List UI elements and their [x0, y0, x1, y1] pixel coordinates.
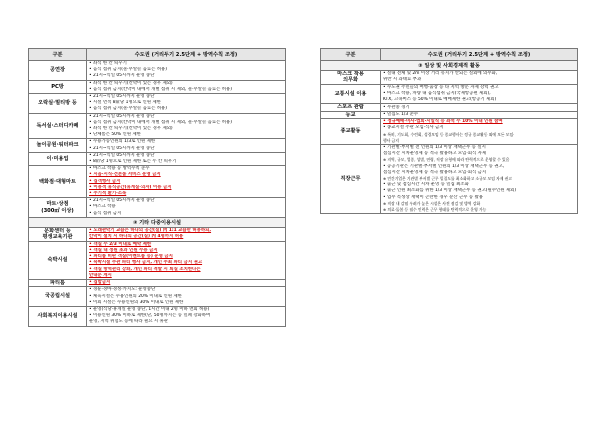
measures-cell: [87, 94, 286, 114]
right-section-row: [321, 61, 578, 71]
table-row: [321, 84, 578, 104]
measures-cell: [87, 139, 286, 152]
measures-cell: [87, 113, 286, 139]
measure-line: • 운영(식당·휴게실 운영 중단, 1시간 이내 2명 이하 면회 허용): [89, 306, 210, 312]
measure-line: ※ 지역, 규모, 업종, 성별, 연령, 직장 유형에 따라 탄력적으로 운영할 수 있음: [383, 157, 510, 163]
measure-line: • 객실 수 2/3 이내로 예약 제한: [89, 241, 152, 247]
measures-cell: [87, 152, 286, 165]
measure-line: • 마스크 착용, 차량 내 음식섭취 금지(국제항공편 제외),: [383, 91, 491, 97]
measure-line: • 노래관악기 교습은 하나의 공간(실) 內 1:1 교습만 허용하되,: [89, 228, 212, 234]
measure-line: • 21시~익일 05시까지 운영 중단: [89, 152, 155, 158]
measure-line: • 시설 면적 8㎡당 1명으로 인원 제한: [89, 100, 161, 106]
measure-line: • 밀집도 1/3 준수: [383, 111, 419, 117]
category-cell: 백화점·대형마트: [29, 166, 87, 198]
left-measures-table: [28, 48, 286, 327]
category-cell: 스포츠 관람: [321, 104, 381, 111]
category-cell: 놀이공원·워터파크: [29, 139, 87, 152]
measure-line: ※ 의료·돌봄 등 필수 인력은 근무 형태를 탄력적으로 운영 가능: [383, 207, 487, 213]
left-header-category: 구분: [29, 49, 87, 61]
measures-cell: [87, 241, 286, 279]
category-cell: 오락실·멀티방 등: [29, 94, 87, 114]
measure-line: • 체육시설은 수용인원의 20% 이내로 인원 제한: [89, 293, 182, 299]
measure-line: • 기관별·부서별 전 인원의 1/3 이상 재택근무 등 실시: [383, 145, 486, 151]
measures-cell: [87, 279, 286, 286]
category-cell: 공연장: [29, 61, 87, 81]
table-row: [321, 71, 578, 85]
measure-line: • 음식 섭취 금지(칸막이 내에서 개별 섭취 시 제외, 물·무알콜 음료는 허용): [89, 86, 232, 92]
measures-cell: [87, 287, 286, 307]
measure-line: KTX, 고속버스 등 50% 이내로 예매제한 권고(항공기 제외): [383, 97, 497, 103]
measure-line: • 21시~익일 05시까지 운영 중단: [89, 145, 155, 151]
measure-line: • 종교시설 주관 모임·식사 금지: [383, 125, 444, 131]
measures-cell: [381, 145, 578, 214]
measures-cell: [87, 80, 286, 93]
category-cell: 국공립시설: [29, 287, 87, 307]
measure-line: • 경륜·경마·경정·카지노: 운영중단: [89, 287, 156, 293]
measures-cell: [381, 84, 578, 104]
category-cell: PC방: [29, 80, 87, 93]
measure-line: 안내문 게시: [89, 272, 112, 278]
measure-line: • 이용객 휴식공간(휴게실·의자) 이용 금지: [89, 184, 172, 190]
measure-line: • 집합금지: [89, 280, 111, 285]
category-cell: 종교활동: [321, 119, 381, 145]
measures-cell: [87, 61, 286, 81]
left-facility-rows: [29, 61, 286, 218]
measure-line: • 21시~익일 05시까지 운영 중단: [89, 73, 155, 79]
measure-line: ※ 민간기업은 기관별 부서별 근무 밀집도를 최소화하고 소규모 모임 자제 권고: [383, 176, 512, 182]
right-measures-table: [320, 48, 578, 214]
table-row: [29, 61, 286, 81]
left-header-measures: 수도권 (거리두기 2.5단계 + 방역수칙 조정): [87, 49, 286, 61]
measure-line: • 정규예배·미사·법회·시일식 등 좌석 수 10% 이내 인원 참여: [383, 119, 503, 125]
right-header-category: 구분: [321, 49, 381, 61]
category-cell: 등교: [321, 111, 381, 118]
measure-line: • 21시~익일 05시까지 운영 중단: [89, 198, 155, 204]
measure-line: • 숙박시설 주관 파티 행사 금지, 개인 주최 파티 금지 권고: [89, 260, 203, 266]
table-row: [29, 166, 286, 198]
right-header-measures: 수도권 (거리두기 2.5단계 + 방역수칙 조정): [381, 49, 578, 61]
measure-line: 운영, 지역 위험도 등에 따라 필요 시 휴관: [89, 319, 169, 325]
right-activity-rows: [321, 71, 578, 214]
measure-line: • 객실 방역관리 강화, 개인 파티 적발 시 퇴실 조치한다는: [89, 266, 201, 272]
measure-line: 점심시간 시차운영제 등 적극 활용하고 모임·회식 자제: [383, 151, 487, 157]
category-cell: 파티룸: [29, 279, 87, 286]
category-cell: 마트·상점 (300㎡ 이상): [29, 198, 87, 218]
measure-line: • 21시~익일 05시까지 운영 중단: [89, 113, 155, 119]
table-row: [29, 113, 286, 139]
left-header-row: [29, 49, 286, 61]
table-row: [29, 241, 286, 279]
measure-line: • 음식 섭취 금지: [89, 210, 122, 216]
measure-line: • 마스크 착용: [89, 204, 116, 210]
measure-line: ※ 직장 내 감염 우려가 높은 시설은 사전 점검 및 방역 강화: [383, 200, 481, 206]
measure-line: • 좌석 한 칸 띄우기: [89, 61, 127, 66]
category-cell: 숙박시설: [29, 241, 87, 279]
table-row: [29, 94, 286, 114]
category-cell: 이·미용업: [29, 152, 87, 165]
measure-line: • 수용가능인원의 1/3로 인원 제한: [89, 139, 156, 145]
measure-line: • 8㎡당 1명으로 인원 제한 또는 두 칸 띄우기: [89, 159, 177, 165]
table-row: [29, 80, 286, 93]
table-row: [29, 287, 286, 307]
table-row: [321, 104, 578, 111]
measures-cell: [87, 227, 286, 241]
measure-line: • 이용인원 30% 이하로 제한(단, 50명까지는 등 밀폐 강화하여: [89, 313, 211, 319]
measure-line: ※ 특히, 기도회, 수련회, 성경모임 등 종교행사는 정규 종교활동 외에 모든 모임·: [383, 131, 515, 137]
measure-line: • 출근 인원 최소화를 위한 1/3 이상 재택근무 등 권고(필수인원 제외): [383, 188, 517, 194]
measure-line: • 무관중 경기: [383, 104, 410, 110]
measure-line: 위반 시 과태료 부과: [383, 77, 422, 83]
measure-line: • 업무 특성상 재택이 곤란한 경우 분산 근무 등 활용: [383, 194, 483, 200]
measure-line: 행사 금지: [383, 137, 399, 143]
measure-line: • 이외 시설은 수용인원의 30% 이내로 인원 제한: [89, 299, 184, 305]
table-row: [321, 111, 578, 118]
table-row: [29, 279, 286, 286]
measure-line: • 21시~익일 05시까지 운영 중단: [89, 94, 155, 100]
measure-line: • 집객행사 금지: [89, 178, 121, 184]
measure-line: • 출근 및 점심시간 시차 운영 등 밀집 최소화: [383, 182, 469, 188]
measures-cell: [87, 166, 286, 198]
table-row: [29, 227, 286, 241]
measure-line: • 좌석 한 칸 띄우기(칸막이 있는 경우 제외): [89, 80, 173, 86]
measure-line: • 공공기관은 기관별·부서별 인원의 1/3 이상 재택근무 등 권고,: [383, 163, 505, 169]
right-header-row: [321, 49, 578, 61]
measure-line: • 실내 전체 및 2m 이상 거리 유지가 안되는 실외에 의무화,: [383, 71, 498, 77]
measure-line: 칸막이 설치 시 하나의 공간(실) 內 4명까지 허용: [89, 234, 184, 240]
table-row: [29, 198, 286, 218]
category-cell: 교통시설 이용: [321, 84, 381, 104]
left-section-title: ② 기타 다중이용시설: [29, 217, 286, 227]
measure-line: • 음식 섭취 금지(물·무알콜 음료는 허용): [89, 67, 168, 73]
right-section-title: ③ 일상 및 사회경제적 활동: [321, 61, 578, 71]
measure-line: • 파티룸 비판 객실(이벤트룸 등) 운영 금지: [89, 254, 173, 260]
category-cell: 문화센터 등 평생교육기관: [29, 227, 87, 241]
measures-cell: [381, 119, 578, 145]
measure-line: • 마스크 착용 등 방역수칙 준수: [89, 166, 150, 172]
category-cell: 독서실·스터디카페: [29, 113, 87, 139]
measure-line: 점심시간 시차운영제 등 적극 활용하고 모임·회식 금지: [383, 169, 487, 175]
measures-cell: [381, 71, 578, 85]
table-row: [29, 139, 286, 152]
left-section-row: [29, 217, 286, 227]
table-row: [321, 145, 578, 214]
measure-line: • 좌석 한 칸 띄우기(칸막이 있는 경우 제외): [89, 126, 173, 132]
measure-line: • 음식 섭취 금지(칸막이 내에서 개별 섭취 시 제외, 물·무알콜 음료는 허용): [89, 119, 232, 125]
measure-line: • 단체룸은 50% 인원 제한: [89, 132, 141, 138]
measure-line: • 수도권 주민들의 여행·출장 등 타 지역 방문 자제 강력 권고: [383, 84, 499, 90]
measure-line: • 음식 섭취 금지(물·무알콜 음료는 허용): [89, 106, 168, 112]
measure-line: • 주기적 환기·소독: [89, 191, 127, 197]
left-other-facility-rows: [29, 227, 286, 326]
measures-cell: [87, 306, 286, 326]
measures-cell: [381, 111, 578, 118]
category-cell: 마스크 착용 의무화: [321, 71, 381, 85]
category-cell: 직장근무: [321, 145, 381, 214]
category-cell: 사회복지이용시설: [29, 306, 87, 326]
table-row: [29, 152, 286, 165]
table-row: [321, 119, 578, 145]
measure-line: • 객실 내 정원 초과 인원 수용 금지: [89, 247, 158, 253]
table-row: [29, 306, 286, 326]
measure-line: • 시음·시식·견본품 서비스 운영 금지: [89, 172, 161, 178]
measures-cell: [87, 198, 286, 218]
measures-cell: [381, 104, 578, 111]
